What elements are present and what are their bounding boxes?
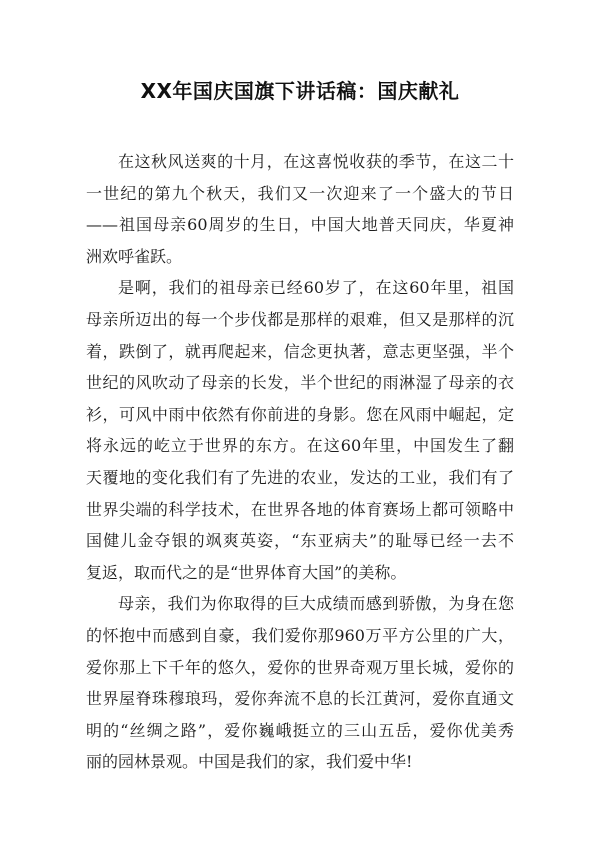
paragraph-3 [86, 588, 514, 778]
text-line: 衫，可风中雨中依然有你前进的身影。您在风雨中崛起，定 [86, 404, 514, 424]
text-line: ——祖国母亲60周岁的生日，中国大地普天同庆，华夏神 [86, 215, 514, 235]
text-line: 天覆地的变化我们有了先进的农业，发达的工业，我们有了 [86, 467, 514, 487]
text-line: 世纪的风吹动了母亲的长发，半个世纪的雨淋湿了母亲的衣 [86, 373, 514, 393]
text-line: 将永远的屹立于世界的东方。在这60年里，中国发生了翻 [86, 436, 514, 456]
text-line: 母亲所迈出的每一个步伐都是那样的艰难，但又是那样的沉 [86, 309, 514, 329]
text-line: 明的“丝绸之路”，爱你巍峨挺立的三山五岳，爱你优美秀 [86, 720, 514, 740]
text-line: 在这秋风送爽的十月，在这喜悦收获的季节，在这二十 [118, 152, 514, 171]
text-line: 世界屋脊珠穆琅玛，爱你奔流不息的长江黄河，爱你直通文 [86, 689, 514, 709]
text-line: 复返，取而代之的是“世界体育大国”的美称。 [86, 562, 407, 582]
text-line: 是啊，我们的祖母亲已经60岁了，在这60年里，祖国 [118, 278, 514, 298]
text-line: 爱你那上下千年的悠久，爱你的世界奇观万里长城，爱你的 [86, 657, 514, 677]
text-line: 国健儿金夺银的飒爽英姿，“东亚病夫”的耻辱已经一去不 [86, 531, 514, 551]
document-title: XX年国庆国旗下讲话稿：国庆献礼 [140, 79, 460, 103]
paragraph-1 [86, 146, 514, 272]
text-line: 母亲，我们为你取得的巨大成绩而感到骄傲，为身在您 [118, 594, 514, 614]
text-line: 世界尖端的科学技术，在世界各地的体育赛场上都可领略中 [86, 499, 514, 519]
text-line: 丽的园林景观。中国是我们的家，我们爱中华! [86, 752, 413, 772]
text-line: 着，跌倒了，就再爬起来，信念更执著，意志更坚强，半个 [86, 341, 514, 361]
text-line: 一世纪的第九个秋天，我们又一次迎来了一个盛大的节日 [86, 183, 514, 203]
document-body [86, 146, 514, 778]
text-line: 洲欢呼雀跃。 [86, 246, 183, 266]
paragraph-2 [86, 272, 514, 588]
text-line: 的怀抱中而感到自豪，我们爱你那960万平方公里的广大， [86, 625, 514, 645]
